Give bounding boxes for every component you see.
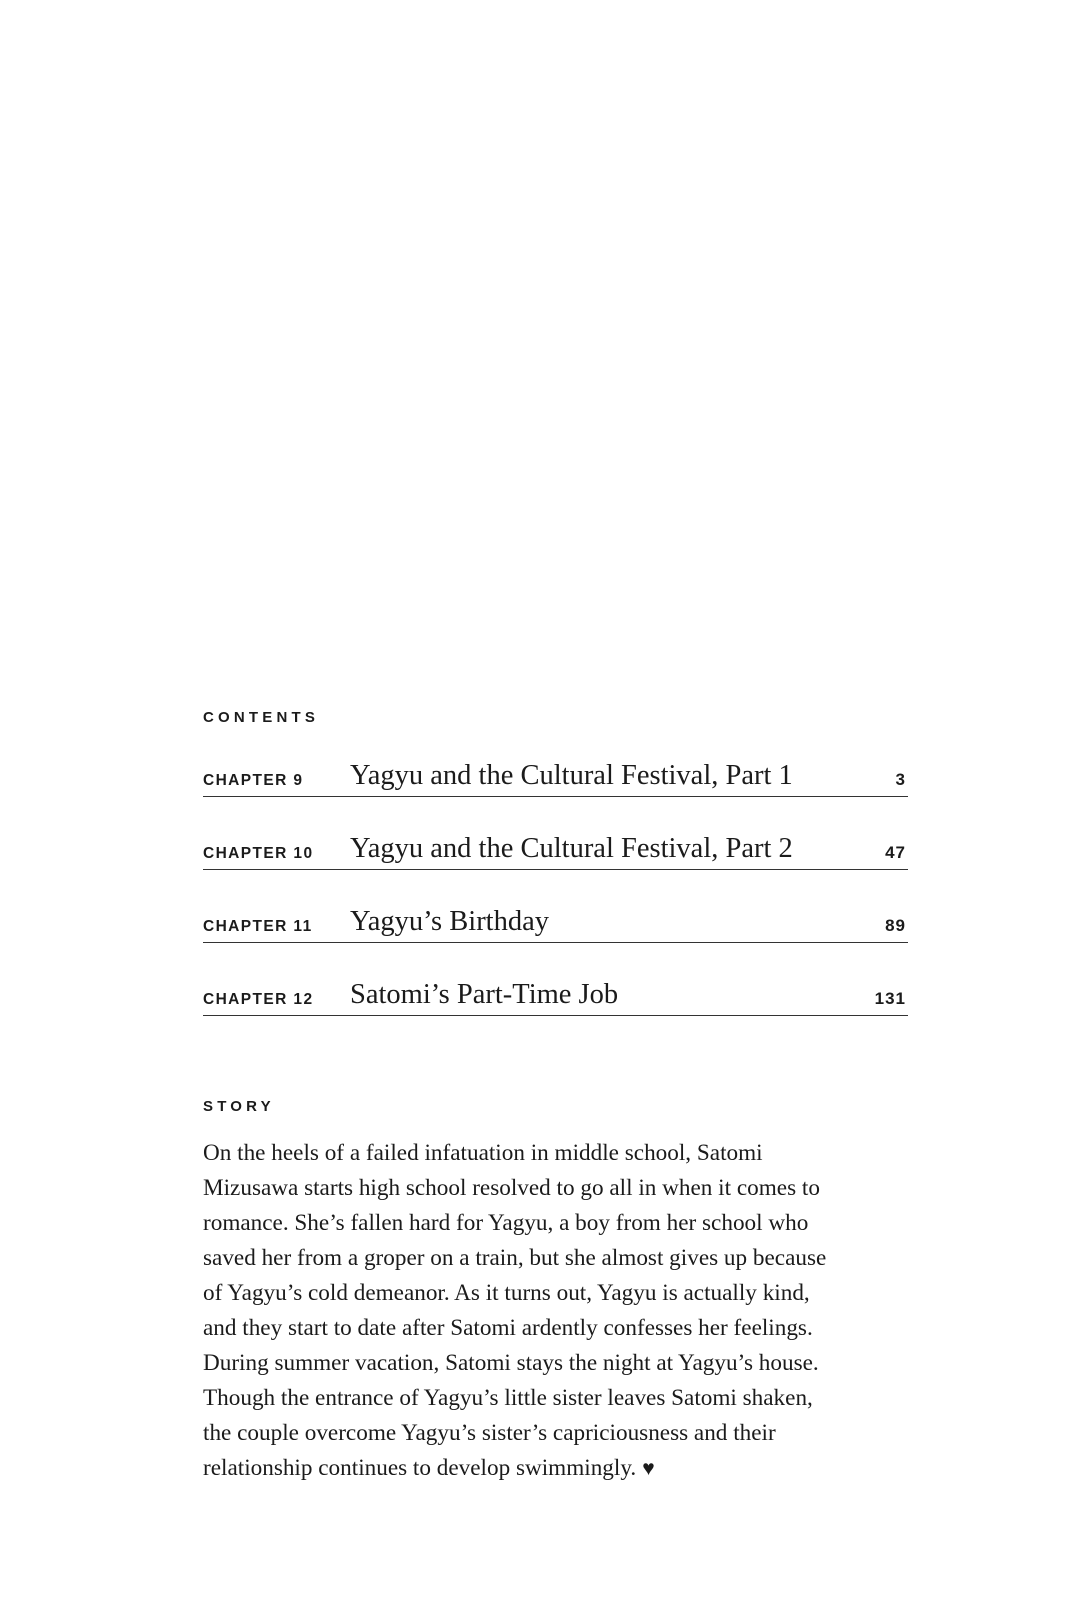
story-line: During summer vacation, Satomi stays the night at Yagyu’s house. — [203, 1350, 819, 1376]
chapter-page-number: 131 — [874, 989, 906, 1008]
chapter-label: CHAPTER 11 — [203, 918, 313, 935]
chapter-title: Yagyu and the Cultural Festival, Part 1 — [350, 760, 793, 791]
toc-row-chapter-11 — [203, 898, 908, 943]
toc-row-chapter-10 — [203, 825, 908, 870]
table-of-contents — [203, 752, 908, 1044]
story-line: Though the entrance of Yagyu’s little sister leaves Satomi shaken, — [203, 1385, 813, 1411]
chapter-page-number: 3 — [895, 770, 906, 789]
chapter-label: CHAPTER 12 — [203, 991, 314, 1008]
story-line-last — [203, 1451, 963, 1486]
chapter-page-number: 89 — [885, 916, 906, 935]
heart-icon: ♥ — [642, 1456, 655, 1480]
story-line: of Yagyu’s cold demeanor. As it turns out, Yagyu is actually kind, — [203, 1280, 810, 1306]
toc-row-chapter-9 — [203, 752, 908, 797]
story-line: the couple overcome Yagyu’s sister’s capriciousness and their — [203, 1420, 776, 1446]
chapter-label: CHAPTER 10 — [203, 845, 314, 862]
contents-heading: CONTENTS — [203, 709, 320, 726]
story-line: and they start to date after Satomi ardently confesses her feelings. — [203, 1315, 813, 1341]
chapter-label: CHAPTER 9 — [203, 772, 304, 789]
chapter-page-number: 47 — [885, 843, 906, 862]
chapter-title: Yagyu’s Birthday — [350, 906, 549, 937]
story-line: saved her from a groper on a train, but she almost gives up because — [203, 1245, 827, 1271]
story-line: Mizusawa starts high school resolved to go all in when it comes to — [203, 1175, 820, 1201]
toc-row-chapter-12 — [203, 971, 908, 1016]
story-paragraph — [203, 1136, 963, 1486]
story-line-text: relationship continues to develop swimmingly. — [203, 1455, 637, 1481]
story-heading: STORY — [203, 1098, 275, 1115]
chapter-title: Yagyu and the Cultural Festival, Part 2 — [350, 833, 793, 864]
story-line: On the heels of a failed infatuation in middle school, Satomi — [203, 1140, 763, 1166]
story-line: romance. She’s fallen hard for Yagyu, a boy from her school who — [203, 1210, 809, 1236]
chapter-title: Satomi’s Part-Time Job — [350, 979, 619, 1010]
